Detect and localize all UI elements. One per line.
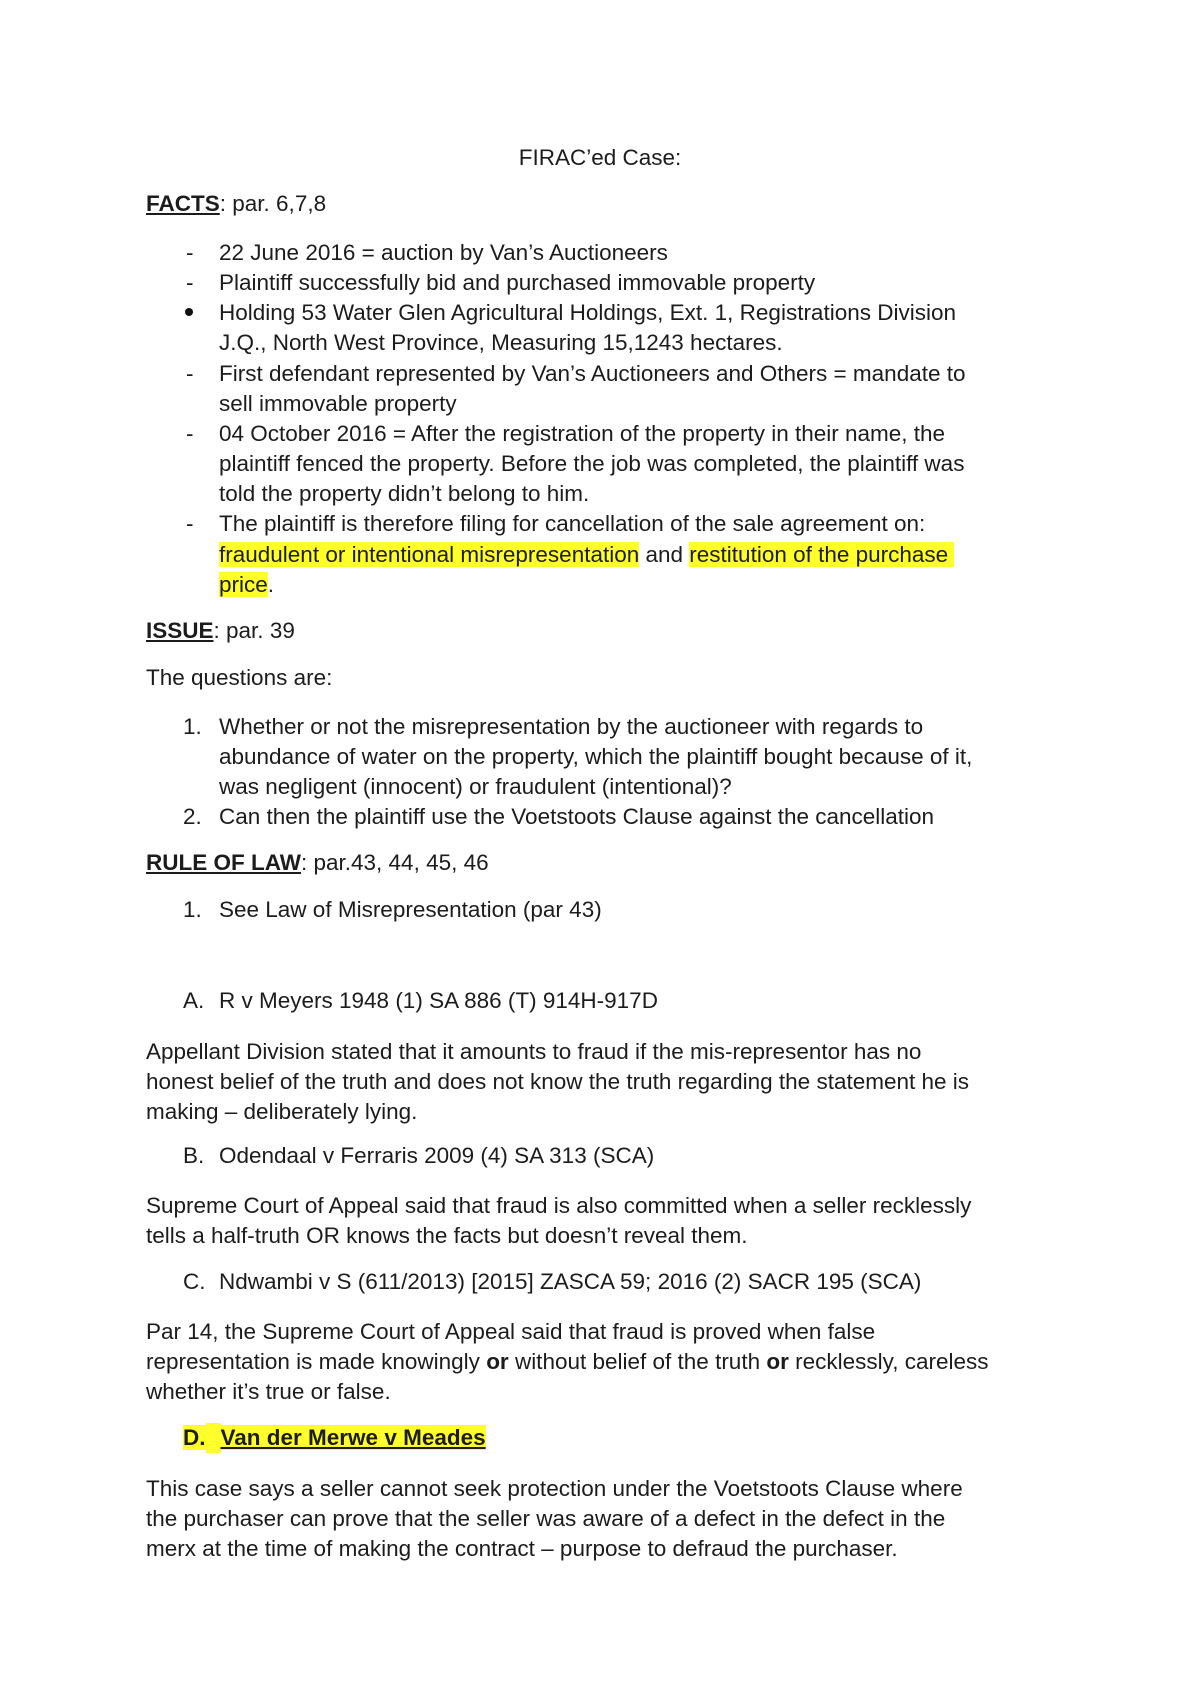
case-d-body-line-2: the purchaser can prove that the seller was aware of a defect in the defect in the: [146, 1506, 946, 1531]
question-1-line-3: was negligent (innocent) or fraudulent (intentional)?: [219, 774, 732, 799]
case-b-marker: B.: [183, 1143, 205, 1168]
fact-6-and: and: [639, 542, 690, 567]
document-title: FIRAC’ed Case:: [518, 145, 682, 170]
case-c-body-line-1: Par 14, the Supreme Court of Appeal said that fraud is proved when false: [146, 1319, 876, 1344]
case-c-body-line-3: whether it’s true or false.: [146, 1379, 391, 1404]
case-c-body-line-2: representation is made knowingly or without belief of the truth or recklessly, careless: [146, 1349, 989, 1374]
case-b-body: [146, 1191, 971, 1251]
question-1-line-1: Whether or not the misrepresentation by the auctioneer with regards to: [219, 714, 924, 739]
fact-4-line-2: sell immovable property: [219, 391, 457, 416]
facts-heading: FACTS: [146, 191, 220, 216]
fact-6-line-3: [219, 570, 274, 600]
case-d-body: [146, 1474, 963, 1564]
issue-ref: : par. 39: [213, 618, 295, 643]
rule-ref: : par.43, 44, 45, 46: [300, 850, 489, 875]
question-1-line-2: abundance of water on the property, which the plaintiff bought because of it,: [219, 744, 973, 769]
fact-6-period: .: [267, 572, 275, 597]
case-c-body: [146, 1317, 988, 1407]
case-a-body-line-2: honest belief of the truth and does not know the truth regarding the statement he is: [146, 1069, 970, 1094]
case-d-body-line-1: This case says a seller cannot seek protection under the Voetstoots Clause where: [146, 1476, 963, 1501]
case-c-marker: C.: [183, 1269, 206, 1294]
case-a-title: R v Meyers 1948 (1) SA 886 (T) 914H-917D: [219, 988, 658, 1013]
case-d-marker: D.: [183, 1425, 206, 1450]
rule-item-1-marker: 1.: [183, 897, 202, 922]
case-d-title: Van der Merwe v Meades: [220, 1425, 486, 1450]
question-1-marker: 1.: [183, 714, 202, 739]
rule-heading-line: [146, 852, 489, 875]
fact-5-marker: -: [186, 421, 194, 446]
question-2-marker: 2.: [183, 804, 202, 829]
case-b-body-line-1: Supreme Court of Appeal said that fraud is also committed when a seller recklessly: [146, 1193, 972, 1218]
fact-3-line-1: Holding 53 Water Glen Agricultural Holdings, Ext. 1, Registrations Division: [219, 300, 956, 325]
facts-heading-line: [146, 193, 326, 216]
case-a-body-line-1: Appellant Division stated that it amounts to fraud if the mis-representor has no: [146, 1039, 922, 1064]
case-b-body-line-2: tells a half-truth OR knows the facts but doesn’t reveal them.: [146, 1223, 748, 1248]
emphasis-or-2: or: [766, 1349, 789, 1374]
issue-heading-line: [146, 620, 295, 643]
fact-4-line-1: First defendant represented by Van’s Auctioneers and Others = mandate to: [219, 361, 966, 386]
fact-1-line-1: 22 June 2016 = auction by Van’s Auctioneers: [219, 240, 668, 265]
case-a-body: [146, 1037, 969, 1127]
fact-3-line-2: J.Q., North West Province, Measuring 15,1243 hectares.: [219, 330, 783, 355]
question-2-line-1: Can then the plaintiff use the Voetstoots Clause against the cancellation: [219, 804, 935, 829]
facts-ref: : par. 6,7,8: [219, 191, 327, 216]
fact-2-marker: -: [186, 270, 194, 295]
highlight-price: price: [219, 572, 268, 597]
fact-4-marker: -: [186, 361, 194, 386]
fact-3-bullet-icon: [185, 308, 193, 316]
issue-heading: ISSUE: [146, 618, 214, 643]
rule-heading: RULE OF LAW: [146, 850, 301, 875]
case-a-marker: A.: [183, 988, 205, 1013]
case-d-body-line-3: merx at the time of making the contract – purpose to defraud the purchaser.: [146, 1536, 898, 1561]
fact-6-line-1: The plaintiff is therefore filing for cancellation of the sale agreement on:: [219, 511, 926, 536]
highlight-fraudulent-misrepresentation: fraudulent or intentional misrepresentation: [219, 542, 640, 567]
rule-item-1: See Law of Misrepresentation (par 43): [219, 897, 602, 922]
fact-5-line-2: plaintiff fenced the property. Before the job was completed, the plaintiff was: [219, 451, 965, 476]
fact-5-line-1: 04 October 2016 = After the registration of the property in their name, the: [219, 421, 946, 446]
case-b-title: Odendaal v Ferraris 2009 (4) SA 313 (SCA): [219, 1143, 655, 1168]
fact-6-line-2: [219, 540, 954, 570]
highlight-restitution: restitution of the purchase: [689, 542, 949, 567]
fact-6-marker: -: [186, 511, 194, 536]
case-c-title: Ndwambi v S (611/2013) [2015] ZASCA 59; 2016 (2) SACR 195 (SCA): [219, 1269, 922, 1294]
case-a-body-line-3: making – deliberately lying.: [146, 1099, 418, 1124]
issue-intro: The questions are:: [146, 665, 333, 690]
fact-1-marker: -: [186, 240, 194, 265]
fact-5-line-3: told the property didn’t belong to him.: [219, 481, 590, 506]
case-d-heading: [183, 1423, 486, 1453]
fact-2-line-1: Plaintiff successfully bid and purchased immovable property: [219, 270, 816, 295]
emphasis-or-1: or: [486, 1349, 509, 1374]
